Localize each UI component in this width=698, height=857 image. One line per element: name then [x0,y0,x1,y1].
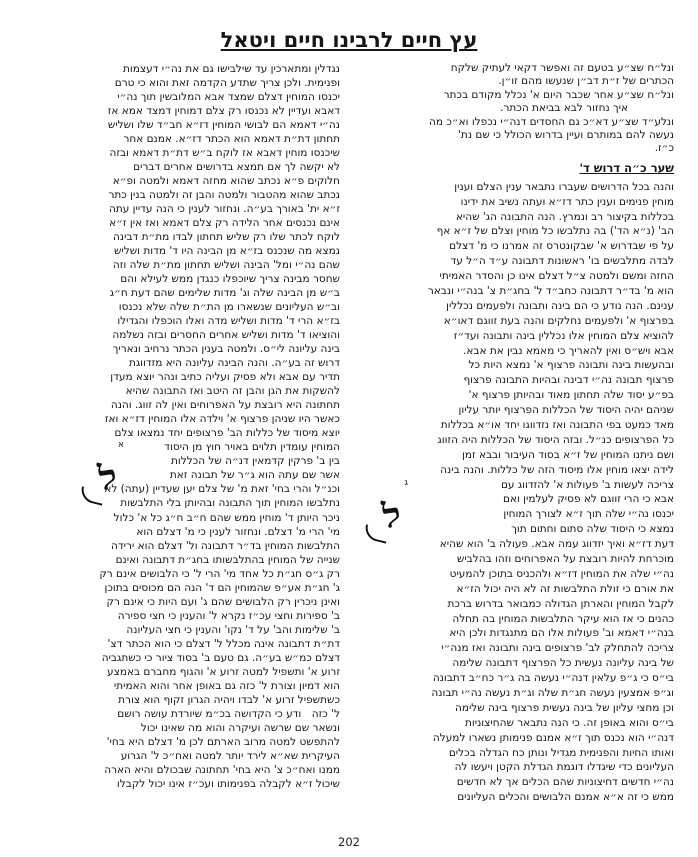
left-column-body [26,62,340,791]
text-line: פרצוף תבונה נה״י דבינה ובהיות התבונה פרצוף [463,374,674,387]
gloss-line: איך נחזור לבא בביאת הכתר. [500,102,628,115]
text-line: ונשאר שם שרשה ועיקרה והוא מה שאינו יכול [140,721,340,734]
text-line: דת״ת דתבונה אינה מכלל ל' דצלם כי הוא הכתר דצ' [107,637,340,650]
text-line: להתפשט למטה מרוב הארתם לכן מ' דצלם היא בחי' [106,735,340,748]
text-line: הוא דמיון וצורת ל' כזה גם באופן אחר והוא האמיתי [113,679,340,692]
text-line: ואותו החיות והפנימית מגדיל ונותן כח הגדלה בכלים [448,746,674,759]
text-line: ובהעשות בינה ותבונה פרצוף א' נמצא היות כל [468,359,674,372]
text-line: ניכר היותן ד' מוחין ממש שהם ח״ב ח״ג כל א' כלול [113,511,340,524]
script-letter-glyph: ל [380,494,404,537]
text-line: נמצא כי היסוד שלה סתום וחתום תוך [511,523,674,536]
text-line: להוציא צלם המוחין אלו נכללין בינה ותבונה ועד״ז [453,329,674,342]
text-line: אינם נכנסים אחר הלידה רק צלם דאמא ואז אין ז״א [109,217,340,230]
text-line: כאשר היו שניהן פרצוף א' וילדה אלו המוחין דז״א ואז [104,413,340,426]
text-line: לוקח לכתר שלו רק שליש תחתון לבדו מת״ת דבינה [113,231,340,244]
text-line: ואינן ניכרין רק הלבושים שהם ג' ועם היות כי אינם רק [106,595,340,608]
text-line: מאד כמעט בפי התבונה ואז נזדווגו יחד או״א בכללות [440,418,674,431]
text-line: בז״א הרי ד' מדות ושליש מדה ואלו הוכפלו והגדילו [117,315,340,328]
text-line: לידה יצאו מוחין אלו מיסוד הזה של כללות. והנה בינה [440,463,674,476]
gloss-paragraphs [360,62,674,156]
text-line: כשתשפיל זרוע א' לבדו ויהיה הגרון זקוף הוא צורת [118,693,340,706]
text-line: וב״ש העליונים שנשארו מן הת״ת שלה שלא נכנסו [118,301,340,314]
left-column [26,62,340,791]
left-body-lines [26,62,340,791]
text-line: נה״י דאמא הם לבושי המוחין דז״א חב״ד שלו ושליש [107,119,340,132]
text-line: ג' חג״ת אע״פ שהמוחין הם ד' הנה הם מכוסים בתוכן [104,581,340,594]
text-line: ושם ניתנו המוחין של ז״א בסוד העיבור ובבא זמן [462,448,674,461]
text-line: דצלם כמ״ש בע״ה. גם טעם ב' בסוד ציור כי כשתגביה [101,651,340,664]
gloss-line: ונלע״ד שצ״ע דא״כ גם החסדים דנה״י נכפלו וא״כ מה [428,115,674,128]
text-line: והוציאו ד' מדות ושליש אחרים החסרים ובזה נשלמה [112,329,340,342]
text-line: נה״י שלה את המוחין דז״א ולהכניס בתוכן להמעיט [449,567,674,580]
text-line: יכנסו נה״י שלה תוך ז״א לצורך המוחין [503,508,674,521]
text-line: בין ב' פרקין קדמאין דנ״ה של הכללות [170,455,340,468]
text-line: צריכה לעשות ב' פעולות א' להזדווג עם [500,478,674,491]
text-line: מי' הרי מ' דצלם. ונחזור לענין כי מ' דצלם הוא [136,525,340,538]
right-column-body [360,180,674,805]
text-line: הב' (נ״א הד') בה נתלבשו כל מוחין וצלם של ז״א אף [436,225,674,238]
text-line: נה״י חדשים דחיצוניות שהם הכלים אך לא חדשים [456,776,674,789]
text-line: תחתון דת״ת דאמא הוא הכתר דז״א. אמנם אחר [123,133,340,146]
text-line: שהם נה״י ומל' הבינה ושליש תחתון מת״ת שלה וזה [112,259,340,272]
text-line: רק ג״ס חג״ת כל אחד מי' הרי ל' כי הלבושים אינם רק [99,567,340,580]
text-line: תחתונה היא רובצת על האפרוחים ואין לה זווג. והנה [110,399,340,412]
text-line: בי״ס כי ג״פ עלאין דנה״י נעשה בה ג״ר כח״ב דתבונה [432,672,674,685]
text-line: לא יקשה לך אם תמצא בדרושים אחרים דברים [133,161,340,174]
text-line: דעת דז״א ואיך יזדווג עמה אבא. פעולה ב' הוא שהיא [439,538,674,551]
figure-mark: ג [404,477,408,488]
text-line: שניהם יהיה היסוד של הכללות הפרצוף יותר עליון [458,404,674,417]
text-line: תדיר עם אבא ולא פסיק ועליה כתיב ונהר יוצא מעדן [110,371,340,384]
page-number: 202 [338,835,360,849]
text-line: צריכה להתחלק לב' פרצופים בינה ותבונה ואז מנה״י [441,642,674,655]
text-line: ופנימית. ולכן צריך שתדע הקדמה זאת והוא כי טרם [114,77,340,90]
text-line: והנה בכל הדרושים שעברו נתבאר ענין הצלם וענין [454,180,674,193]
text-line: בינה עליונה לי״ס. ולמטה בענין הכתר נרחיב ונאריך [112,343,340,356]
right-column [360,62,674,805]
text-line: מוכרחת להיות רובצת על האפרוחים וזהו בהלביש [456,553,674,565]
text-line: בנה״י דאמא וב' פעולות אלו הם מתנגדות ולכן היא [449,627,674,640]
page-title: עץ חיים לרבינו חיים ויטאל [220,28,478,53]
script-letter-glyph: ל [96,456,120,500]
text-line: של בינה עליונה נעשית כל הפרצוף דתבונה שלימה [452,657,674,670]
text-line: דרוש זה בע״ה. והנה הבינה עליונה היא מזדווגת [128,357,340,370]
text-line: נמצא מה שנכנס בז״א מן הבינה היו ד' מדות ושליש [113,245,340,258]
text-line: בכללות בקיצור רב ונמרץ. הנה התבונה הג' שהיא [455,210,674,223]
text-line: יוצא מיסוד של כללות הב' פרצופים יחד נמצאו צלם [114,427,340,440]
text-line: כל הפרצופים כנ״ל. ובזה היסוד של הכללות היה הזווג [437,433,674,446]
figure-mark: א [117,440,124,450]
text-line: בי״ס והוא באופן זה. כי הנה נתבאר שהחיצוניות [464,716,674,729]
text-line: שנייה של המוחין בהתלבשותו בחג״ת דתבונה ואינם [115,553,340,566]
text-line: ל' כזה ודע כי הקדושה בכ״מ שיורדת עושה רושם [117,707,340,720]
text-line: וכן מחצי עליון של בינה נעשית פרצוף בינה שלימה [454,701,674,714]
gloss-line: הכתרים של ז״ת דב״ן שנעשו מהם זו״ן. [498,75,674,88]
text-line: אבא ויש״ס ואין להאריך כי מאמא נבין את אבא. [463,344,674,357]
text-line: ב' ספירות וחצי עכ״ז נקרא ל' והענין כי חצי ספירה [117,609,340,622]
text-line: לבדה מתלבשים בו' ראשונות דתבונה ע״ד ה״ל עד [450,255,674,268]
text-line: החזה ומשם ולמטה צ״ל דצלם אינו כן והסדר האמיתי [439,270,674,283]
gloss-line: ונל״ח שצ״ע אחר שכבר היום א' נכלל מקודם בכתר [443,88,674,101]
text-line: שחסר מבינה צריך שיוכפלו כנגדן ממש לעילא והם [120,273,340,286]
text-line: דאבא ועדיין לא נכנסו רק צלם דמוחין דמצד אמא אז [107,105,340,118]
gloss-line: ונל״ח שצ״ע בטעם זה ואפשר דקאי לעתיק שלקח [450,62,674,74]
text-line: נכתב שהוא מהטבור ולמטה והבן זה ולמטה בנין כתר [108,189,340,202]
text-line: נתלבשו המוחין תוך התבונה ובהיותן בלי התלבשות [120,497,340,510]
text-line: כהנים כי אז הוא עיקר התלבשות המוחין בה תחלה [452,612,674,625]
text-line: שיכול ז״א לקבלה בפנימותו ועכ״ז אינו יכול לקבלו [116,777,340,790]
right-body-lines [360,180,674,805]
text-line: ב״ש מן הבינה שלה וג' מדות שלימים שהם דעת ח״ג [109,287,340,300]
text-line: בפרצוף א' ולפעמים נחלקים והנה בעת זווגם דאו״א [443,314,674,327]
gloss-line: נעשה להם במותרם ועיין בדרוש הכולל כי שם נת' [458,128,674,141]
gloss-line: כ״ז. [654,142,674,155]
text-line: התלבשות המוחין בד״ר דתבונה ול' דצלם הוא ירידה [111,539,340,552]
text-line: על פי שבדרוש א' שבקונטרס זה אמרנו כי מ' דצלם [449,240,674,253]
text-line: העיקרית שא״א לירד יותר למטה ואח״כ ל' הגרוע [120,749,340,762]
text-line: המוחין עומדין תלוים באויר חוץ מן היסוד [164,441,340,454]
text-line: דנה״י הוא נכנס תוך ז״א אמנם פנימותן נשארו למעלה [432,731,674,744]
text-line: ענינם. הנה נודע כי הם בינה ותבונה ולפעמים נכללין [446,299,674,312]
text-line: זרוע א' ותשפיל למטה זרוע א' והגוף מחברם באמצע [107,665,340,678]
text-line: אבא כי הרי זווגם לא פסיק לעלמין ואם [502,493,674,506]
text-line: בפ״ע יסוד שלה תחתון מאוד ובהיותן פרצוף א' [468,389,674,402]
text-line: אשר שם עתה הוא ג״ר של תבונה זאת [169,469,340,482]
text-line: ממש כי זה א״א אמנם הלבושים והכלים העליונים [457,791,674,804]
text-line: ז״א ית' באורך בע״ה. ונחזור לענין כי הנה עדיין עתה [108,203,340,216]
text-line: העליונים כדי שיגדלו דוגמת הגדלת הקטן ויעשו לה [454,761,674,774]
text-line: מוחין פנימים וענין כתר דז״א ועתה נשיב את ידינו [460,195,674,208]
text-line: וכנ״ל והרי בחי' זאת מ' של צלם יען שעדיין (עתה) לא [104,483,340,496]
text-line: ממנו ואח״כ צ' היא בחי' תחתונה שבכולם והיא הארה [104,763,340,776]
text-line: שיכנסו מוחין דאבא אז לוקח ב״ש דת״ת דאמא ובזה [109,147,340,160]
text-line: להשקות את הגן והבן זה היטב ואז התבונה שהיא [125,385,340,398]
text-line: וג״פ אמצעין נעשה חג״ת שלה וג״ת נעשה נה״י תבונה [431,687,674,700]
text-line: נגדלין ומתארכין עד שילבישו גם את נה״י דעצמות [122,63,340,75]
text-line: ב' שלימות והב' על ד' נקו' והענין כי חצי העליונה [126,623,340,636]
text-line: הוא מ' בד״ר דתבונה כחב״ד ל' בחג״ת צ' בנה״י ונבאר [427,284,674,297]
text-line: חלוקים פ״א נכתב שהוא מחזה דאמא ולמטה ופ״א [112,175,340,188]
text-line: לקבל המוחין והארתן הגדולה כמבואר בדרוש ברכת [447,597,674,610]
section-header: שער כ״ה דרוש ד' [579,160,674,175]
text-line: יכנסו המוחין דצלם שמצד אבא המלובשין תוך נה״י [117,91,340,104]
text-line: את אורם כי זולת התלבשות זה לא היה יכול הז״א [456,582,674,595]
